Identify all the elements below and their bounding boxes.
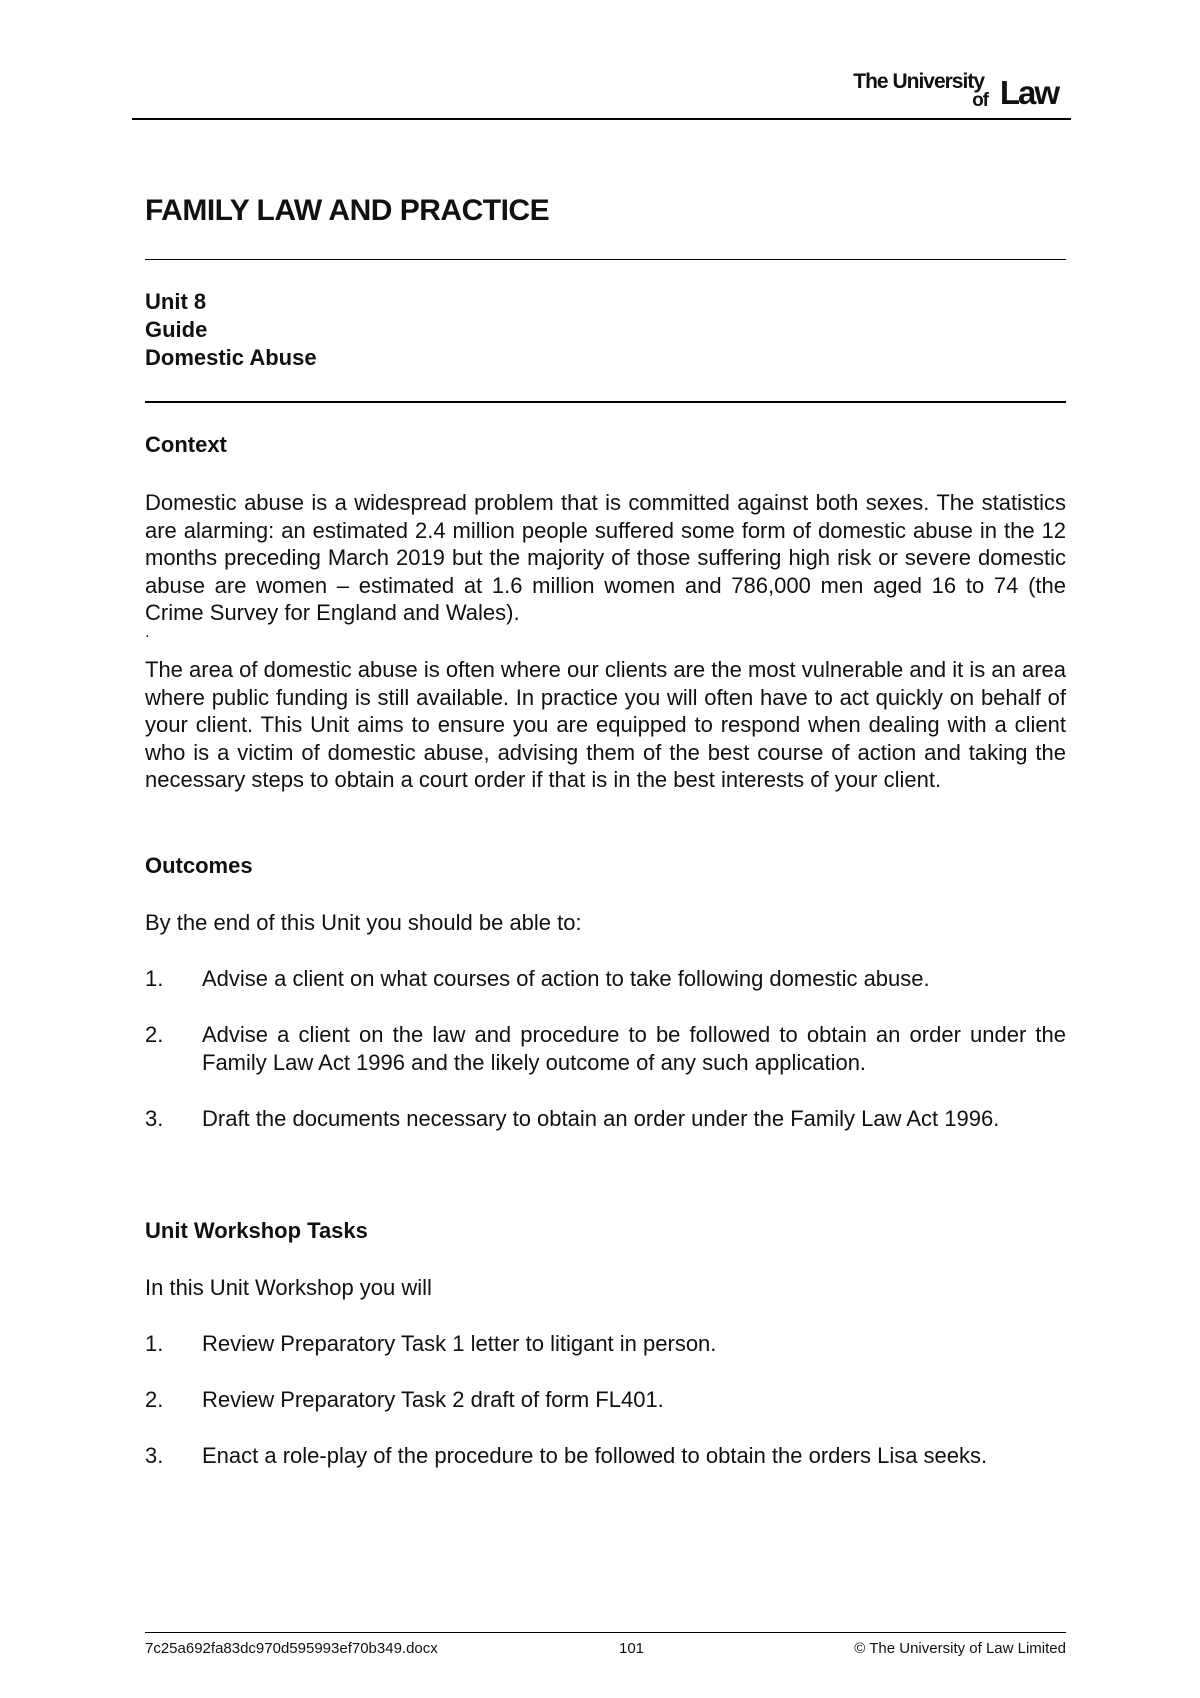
unit-info <box>145 288 317 372</box>
logo-line-1: The University <box>853 70 984 93</box>
unit-topic: Domestic Abuse <box>145 345 317 370</box>
outcome-number: 3. <box>145 1106 164 1131</box>
footer-copyright: © The University of Law Limited <box>854 1640 1066 1657</box>
outcome-item <box>145 1021 1066 1077</box>
logo-law: Law <box>999 74 1058 111</box>
workshop-task-item <box>145 1386 1066 1414</box>
outcomes-heading: Outcomes <box>145 853 253 878</box>
workshop-heading: Unit Workshop Tasks <box>145 1218 368 1243</box>
university-logo <box>828 70 1058 114</box>
outcome-text: Advise a client on what courses of action to take following domestic abuse. <box>202 966 930 991</box>
header-rule <box>132 118 1071 120</box>
document-title: FAMILY LAW AND PRACTICE <box>145 194 550 227</box>
unit-type: Guide <box>145 317 208 342</box>
task-number: 1. <box>145 1331 164 1356</box>
stray-dot: . <box>145 624 150 641</box>
task-text: Review Preparatory Task 1 letter to litigant in person. <box>202 1331 717 1356</box>
task-number: 3. <box>145 1443 164 1468</box>
outcome-text: Draft the documents necessary to obtain an order under the Family Law Act 1996. <box>202 1106 1000 1131</box>
outcome-item <box>145 965 1066 993</box>
task-number: 2. <box>145 1387 164 1412</box>
context-heading: Context <box>145 432 227 457</box>
workshop-task-item <box>145 1442 1066 1470</box>
workshop-task-item <box>145 1330 1066 1358</box>
page-footer <box>145 1640 1066 1660</box>
outcome-number: 1. <box>145 966 164 991</box>
unit-number: Unit 8 <box>145 289 207 314</box>
footer-filename: 7c25a692fa83dc970d595993ef70b349.docx <box>145 1640 438 1657</box>
footer-rule <box>145 1632 1066 1633</box>
task-text: Enact a role-play of the procedure to be followed to obtain the orders Lisa seeks. <box>202 1443 988 1468</box>
outcome-text: Advise a client on the law and procedure to be followed to obtain an order under the Family Law Act 1996 and the likely outcome of any such application. <box>202 1022 1066 1075</box>
outcome-number: 2. <box>145 1022 164 1047</box>
task-text: Review Preparatory Task 2 draft of form FL401. <box>202 1387 664 1412</box>
outcomes-intro: By the end of this Unit you should be able to: <box>145 910 582 935</box>
context-paragraph-1: Domestic abuse is a widespread problem that is committed against both sexes. The statistics are alarming: an estimated 2.4 million people suffered some form of domestic abuse in the 12 months preceding March 2019 but the majority of those suffering high risk or severe domestic abuse are women – estimated at 1.6 million women and 786,000 men aged 16 to 74 (the Crime Survey for England and Wales). <box>145 490 1066 625</box>
workshop-intro: In this Unit Workshop you will <box>145 1275 432 1300</box>
context-paragraph-2: The area of domestic abuse is often where our clients are the most vulnerable and it is an area where public funding is still available. In practice you will often have to act quickly on behalf of your client. This Unit aims to ensure you are equipped to respond when dealing with a client who is a victim of domestic abuse, advising them of the best course of action and taking the necessary steps to obtain a court order if that is in the best interests of your client. <box>145 657 1066 792</box>
unit-rule <box>145 401 1066 403</box>
logo-line-2: of <box>972 90 988 111</box>
title-rule <box>145 259 1066 260</box>
page-number: 101 <box>619 1640 645 1657</box>
outcome-item <box>145 1105 1066 1133</box>
